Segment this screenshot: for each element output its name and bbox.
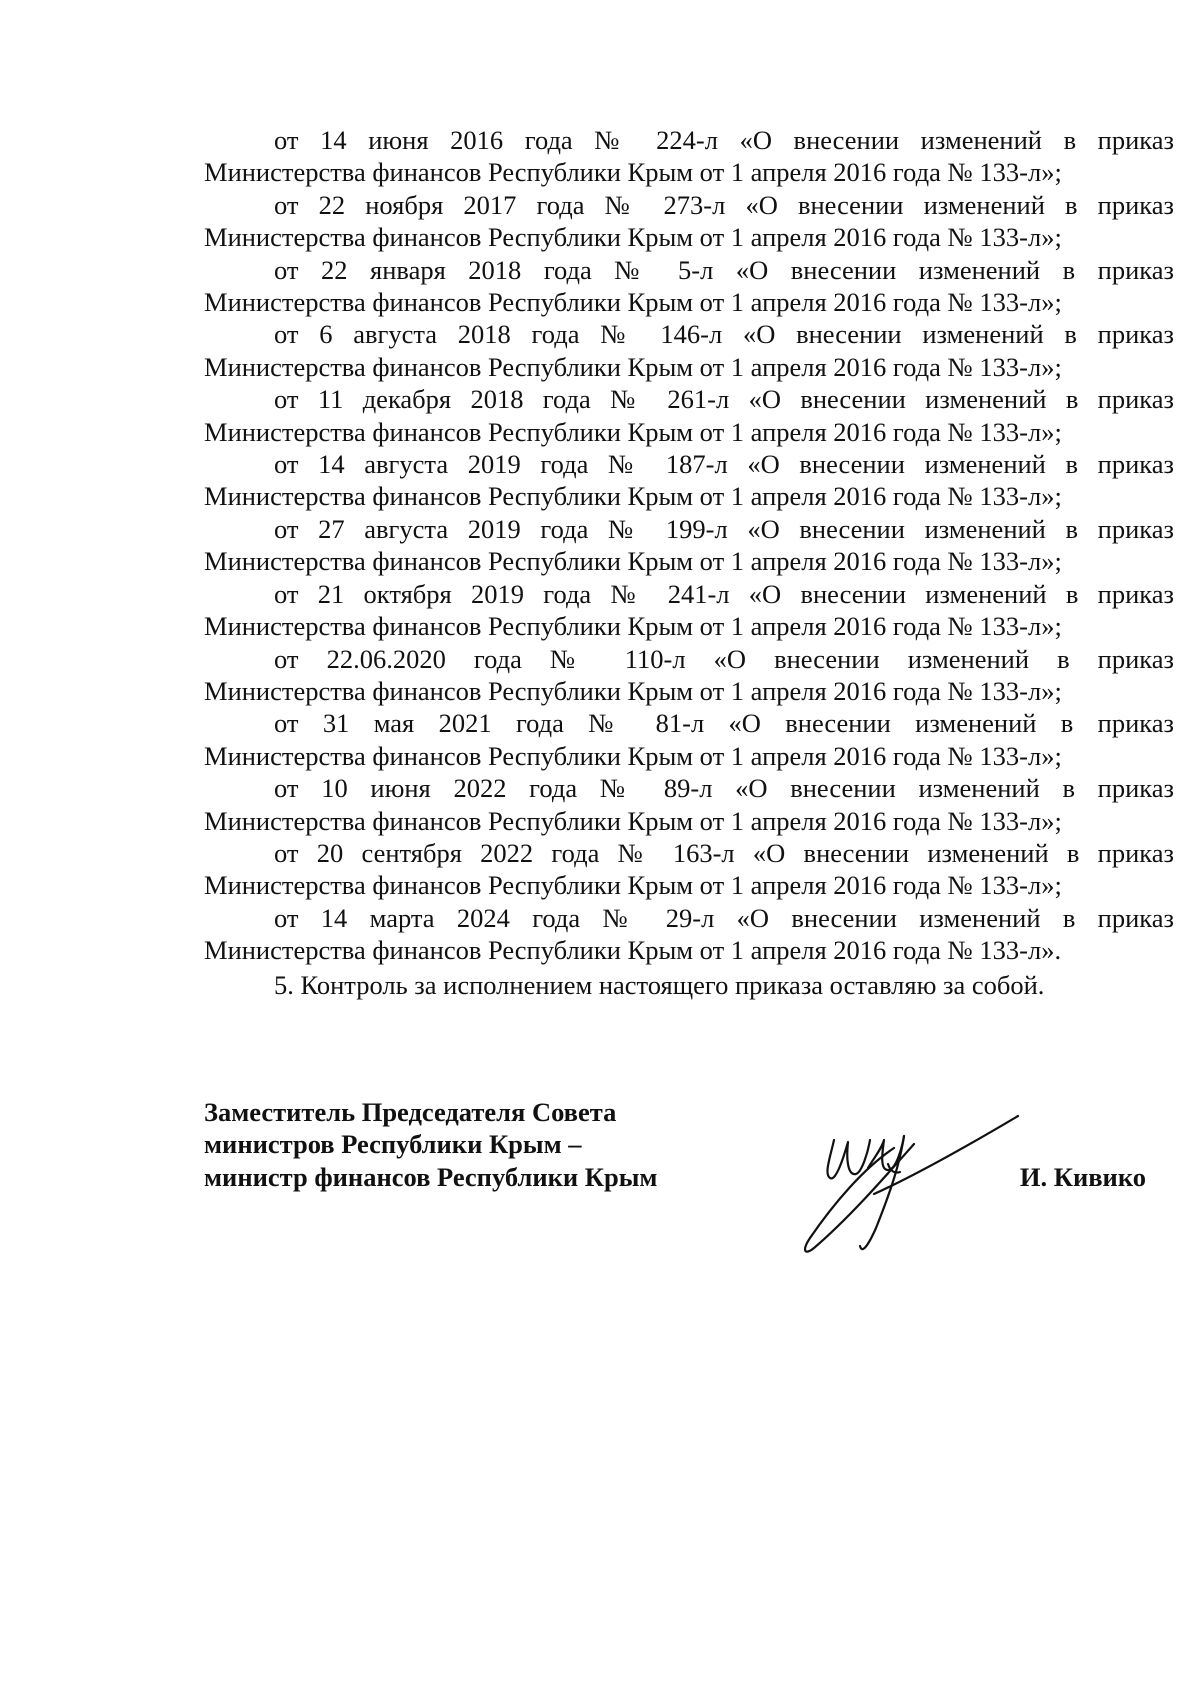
amendment-item [204,318,1174,383]
amendment-item [204,189,1174,254]
amendment-line-first: от 10 июня 2022 года № 89-л «О внесении изменений в приказ [274,773,1174,804]
control-paragraph: 5. Контроль за исполнением настоящего приказа оставляю за собой. [274,969,1045,1000]
amendment-line-first: от 22.06.2020 года № 110-л «О внесении изменений в приказ [274,643,1174,674]
amendment-line-first: от 14 августа 2019 года № 187-л «О внесении изменений в приказ [274,449,1174,480]
amendment-list [204,124,1174,967]
signer-title-line: Заместитель Председателя Совета [204,1097,617,1127]
amendment-line-second: Министерства финансов Республики Крым от 1 апреля 2016 года № 133-л»; [204,157,1062,188]
amendment-line-first: от 11 декабря 2018 года № 261-л «О внесении изменений в приказ [274,384,1174,415]
amendment-line-first: от 21 октября 2019 года № 241-л «О внесении изменений в приказ [274,578,1174,609]
amendment-line-second: Министерства финансов Республики Крым от 1 апреля 2016 года № 133-л»; [204,870,1062,901]
amendment-item [204,578,1174,643]
signer-title-line: министр финансов Республики Крым [204,1161,658,1192]
amendment-line-second: Министерства финансов Республики Крым от 1 апреля 2016 года № 133-л»; [204,222,1062,253]
amendment-line-second: Министерства финансов Республики Крым от 1 апреля 2016 года № 133-л»; [204,351,1062,382]
amendment-line-first: от 20 сентября 2022 года № 163-л «О внесении изменений в приказ [274,837,1174,868]
amendment-item [204,513,1174,578]
amendment-line-second: Министерства финансов Республики Крым от 1 апреля 2016 года № 133-л»; [204,611,1062,642]
amendment-line-first: от 22 января 2018 года № 5-л «О внесении изменений в приказ [274,254,1174,285]
signature-block [204,1096,1174,1256]
amendment-line-second: Министерства финансов Республики Крым от 1 апреля 2016 года № 133-л»; [204,740,1062,771]
amendment-line-first: от 22 ноября 2017 года № 273-л «О внесении изменений в приказ [274,189,1174,220]
signer-title [204,1096,657,1193]
amendment-item [204,837,1174,902]
amendment-item [204,383,1174,448]
signer-title-line: министров Республики Крым – [204,1129,582,1160]
amendment-item [204,772,1174,837]
handwritten-signature [764,1078,1024,1268]
amendment-line-first: от 14 июня 2016 года № 224-л «О внесении изменений в приказ [274,125,1174,155]
amendment-line-first: от 27 августа 2019 года № 199-л «О внесении изменений в приказ [274,513,1174,544]
amendment-item [204,643,1174,708]
amendment-line-second: Министерства финансов Республики Крым от 1 апреля 2016 года № 133-л»; [204,416,1062,447]
amendment-item [204,902,1174,967]
amendment-line-second: Министерства финансов Республики Крым от 1 апреля 2016 года № 133-л»; [204,805,1062,836]
amendment-item [204,707,1174,772]
signer-name: И. Кивико [1019,1161,1146,1192]
amendment-line-first: от 6 августа 2018 года № 146-л «О внесении изменений в приказ [274,319,1174,350]
amendment-line-second: Министерства финансов Республики Крым от 1 апреля 2016 года № 133-л»; [204,287,1062,318]
amendment-line-second: Министерства финансов Республики Крым от 1 апреля 2016 года № 133-л»; [204,546,1062,577]
document-body [204,124,1174,1001]
amendment-line-second: Министерства финансов Республики Крым от 1 апреля 2016 года № 133-л». [204,935,1062,966]
amendment-line-first: от 14 марта 2024 года № 29-л «О внесении изменений в приказ [274,902,1174,933]
amendment-line-second: Министерства финансов Республики Крым от 1 апреля 2016 года № 133-л»; [204,481,1062,512]
amendment-item [204,448,1174,513]
amendment-item [204,254,1174,319]
amendment-item [204,124,1174,189]
amendment-line-first: от 31 мая 2021 года № 81-л «О внесении изменений в приказ [274,708,1174,739]
amendment-line-second: Министерства финансов Республики Крым от 1 апреля 2016 года № 133-л»; [204,675,1062,706]
